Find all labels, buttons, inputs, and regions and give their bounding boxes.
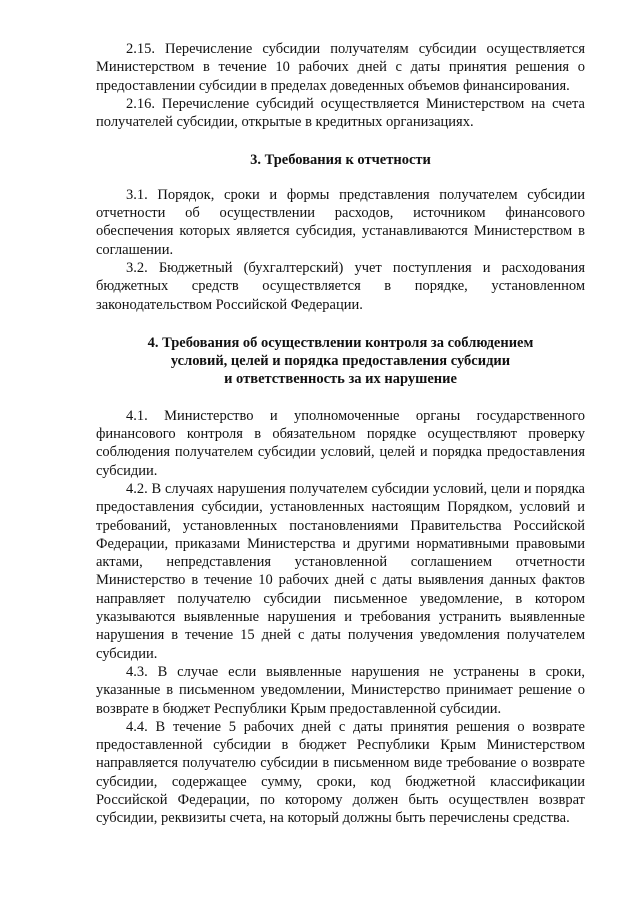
section-3-heading: 3. Требования к отчетности bbox=[250, 152, 431, 169]
paragraph-2-16: 2.16. Перечисление субсидий осуществляется Министерством на счета получателей субсидии, открытые в кредитных организациях. bbox=[96, 95, 585, 131]
paragraph-4-3: 4.3. В случае если выявленные нарушения не устранены в сроки, указанные в письменном уведомлении, Министерство принимает решение о возврате в бюджет Республики Крым предоставленной субсидии. bbox=[96, 663, 585, 717]
paragraph-3-2: 3.2. Бюджетный (бухгалтерский) учет поступления и расходования бюджетных средств осуществляется в порядке, установленном законодательством Российской Федерации. bbox=[96, 259, 585, 313]
section-4-heading-line-2: условий, целей и порядка предоставления субсидии bbox=[170, 353, 511, 370]
spacer bbox=[96, 131, 585, 151]
document-body bbox=[96, 40, 585, 828]
paragraph-4-4: 4.4. В течение 5 рабочих дней с даты принятия решения о возврате предоставленной субсидии в бюджет Республики Крым Министерством направляется получателю субсидии в письменном виде требование о возврате субсидии, содержащее сумму, сроки, код бюджетной классификации Российской Федерации, по которому должен быть осуществлен возврат субсидии, реквизиты счета, на который должны быть перечислены средства. bbox=[96, 718, 585, 827]
spacer bbox=[96, 314, 585, 334]
paragraph-4-2: 4.2. В случаях нарушения получателем субсидии условий, цели и порядка предоставления субсидии, установленных настоящим Порядком, условий и требований, установленных постановлениями Правительства Российской Федерации, приказами Министерства и другими нормативными правовыми актами, непредставления установленной соглашением отчетности Министерство в течение 10 рабочих дней с даты выявления данных фактов направляет получателю субсидии письменное уведомление, в котором указываются выявленные нарушения и требования устранить выявленные нарушения в течение 15 дней с даты получения уведомления получателем субсидии. bbox=[96, 480, 585, 662]
paragraph-4-1: 4.1. Министерство и уполномоченные органы государственного финансового контроля в обязательном порядке осуществляют проверку соблюдения получателем субсидии условий, целей и порядка предоставления субсидии. bbox=[96, 407, 585, 479]
section-4-heading-line-1: 4. Требования об осуществлении контроля за соблюдением bbox=[147, 334, 534, 351]
section-4-heading-line-3: и ответственность за их нарушение bbox=[224, 371, 457, 388]
paragraph-3-1: 3.1. Порядок, сроки и формы представления получателем субсидии отчетности об осуществлении расходов, источником финансового обеспечения которых является субсидия, устанавливаются Министерством в соглашении. bbox=[96, 186, 585, 258]
spacer bbox=[96, 389, 585, 407]
paragraph-2-15: 2.15. Перечисление субсидии получателям субсидии осуществляется Министерством в течение 10 рабочих дней с даты принятия решения о предоставлении субсидии в пределах доведенных объемов финансирования. bbox=[96, 41, 585, 94]
spacer bbox=[96, 170, 585, 186]
section-4-heading bbox=[96, 334, 585, 389]
